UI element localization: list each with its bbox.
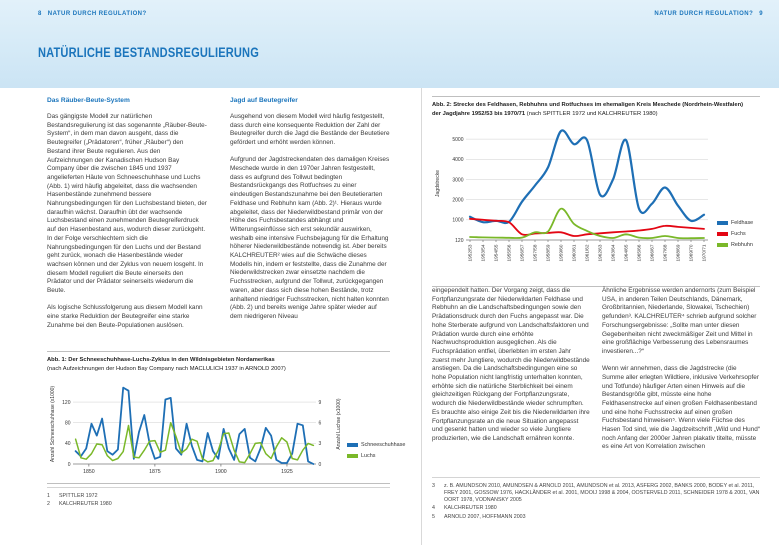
figure-2-legend — [717, 220, 753, 248]
footnote-text: z. B. AMUNDSON 2010, AMUNDSEN & ARNOLD 2011, AMUNDSON et al. 2013, ASFERG 2002, BANKS 2000, BODEY et al. 2011, FREY 2001, GOSSOW 1976, HACKLÄNDER et al. 2001, MOOIJ 1998 & 2004, OOSTERVELD 2011, SCHNEIDER 1978 & 2001, VAN OORT 1978, VODNANSKY 2005 — [444, 483, 760, 503]
svg-text:1969/70: 1969/70 — [688, 244, 694, 262]
svg-text:1961/62: 1961/62 — [584, 244, 590, 262]
figure-top-rule — [47, 351, 390, 352]
figure-1-legend — [347, 442, 405, 459]
footnote — [47, 493, 390, 500]
legend-label: Luchs — [361, 453, 376, 459]
svg-text:1963/64: 1963/64 — [610, 244, 616, 262]
footnote-number: 4 — [432, 505, 435, 512]
svg-text:1955/56: 1955/56 — [506, 244, 512, 262]
figure-1 — [47, 351, 406, 484]
footnote-text: SPITTLER 1972 — [59, 493, 98, 499]
page-title: NATÜRLICHE BESTANDSREGULIERUNG — [38, 45, 260, 60]
right-column-2 — [602, 287, 760, 461]
figure-2 — [432, 96, 760, 287]
legend-swatch — [717, 243, 728, 248]
footnote — [432, 483, 760, 504]
footnote-text: KALCHREUTER 1980 — [444, 505, 497, 512]
footnote-text: ARNOLD 2007, HOFFMANN 2003 — [444, 513, 526, 520]
svg-text:120: 120 — [62, 399, 71, 406]
footnotes-right — [432, 477, 760, 522]
footnotes-left — [47, 487, 390, 510]
svg-text:1900: 1900 — [215, 469, 227, 475]
legend-item-fuchs — [717, 231, 753, 237]
figure-2-caption-title: Abb. 2: Strecke des Feldhasen, Rebhuhns und Rotfuchses im ehemaligen Kreis Meschede (Nordrhein-Westfalen) — [432, 102, 744, 108]
svg-text:1959/60: 1959/60 — [558, 244, 564, 262]
svg-text:9: 9 — [318, 399, 322, 406]
legend-swatch — [717, 232, 728, 237]
svg-text:0: 0 — [318, 461, 322, 468]
page-number-left: 8 — [38, 11, 42, 17]
svg-text:3000: 3000 — [452, 177, 464, 184]
figure-2-caption — [432, 101, 760, 119]
svg-text:1925: 1925 — [281, 469, 293, 475]
svg-text:1968/69: 1968/69 — [675, 244, 681, 262]
left-page-columns — [47, 97, 390, 339]
footnote-number: 5 — [432, 513, 435, 520]
legend-swatch — [347, 454, 358, 459]
figure-2-caption-source: (nach SPITTLER 1972 und KALCHREUTER 1980) — [526, 111, 658, 117]
svg-text:Anzahl Schneeschuhhase (x1000): Anzahl Schneeschuhhase (x1000) — [50, 385, 56, 463]
svg-text:1966/67: 1966/67 — [649, 244, 655, 262]
footnote-text: KALCHREUTER 1980 — [59, 501, 112, 508]
svg-text:1952/53: 1952/53 — [467, 244, 473, 262]
running-header-right — [654, 11, 763, 17]
legend-item-feldhase — [717, 220, 753, 226]
footnote-number: 2 — [47, 501, 50, 508]
footnote — [432, 514, 760, 521]
figure-1-caption-title: Abb. 1: Der Schneeschuhhase-Luchs-Zyklus in den Wildnisgebieten Nordamerikas — [47, 357, 275, 363]
figure-2-chart-row — [432, 122, 760, 282]
svg-text:80: 80 — [64, 420, 71, 427]
footnote — [47, 501, 390, 508]
legend-item-schneeschuhhase — [347, 442, 405, 448]
body-paragraph: eingependelt hatten. Der Vorgang zeigt, dass die Fortpflanzungsrate der Niederwildarten Feldhase und Rebhuhn an die Landschaftsbedingungen sowie den Prädationsdruck durch den Fuchs angepasst war. Die hohe Sterberate aufgrund von Landschaftsfaktoren und Prädation wurde durch eine erhöhte Nachwuchsproduktion ausgeglichen. Als die Fuchsprädation entfiel, überlebten im ersten Jahr zuerst mehr Jungtiere, wodurch die Niederwildbestände anstiegen. Da die Landschaftsbedingungen eine so hohe Population nicht langfristig unterhalten konnten, erhöhte sich die natürliche Sterblichkeit bei einem gleichzeitigen Rückgang der Fortpflanzungsrate, wodurch die Niederwildbestände wieder schrumpften. Es brauchte also einige Zeit bis die Niederwildarten ihre Fortpflanzungsrate an die neue Situation angepasst und gesenkt hatten und wieder so viele Jungtiere produzierten, wie die Landschaft ernähren konnte. — [432, 287, 590, 442]
subheading-raeuber-beute-system: Das Räuber-Beute-System — [47, 97, 130, 104]
legend-label: Schneeschuhhase — [361, 442, 406, 448]
svg-text:0: 0 — [67, 461, 71, 468]
legend-label: Feldhase — [731, 220, 754, 226]
svg-text:1956/57: 1956/57 — [519, 244, 525, 262]
body-paragraph: Ähnliche Ergebnisse werden andernorts (zum Beispiel USA, in anderen Teilen Deutschlands, Dänemark, Großbritannien, Niederlande, Slowakei, Tschechien) gefunden³. KALCHREUTER⁴ schrieb aufgrund solcher Forschungsergebnisse: „Sollte man unter diesen Gegebenheiten nicht zweckmäßiger Zeit und Mittel in eine großflächige Verbesserung des Lebensraumes investieren...?“ — [602, 287, 757, 355]
section-title-right: NATUR DURCH REGULATION? — [654, 11, 754, 17]
figure-2-caption-line2: der Jagdjahre 1952/53 bis 1970/71 — [432, 111, 526, 117]
legend-label: Fuchs — [731, 231, 746, 237]
svg-text:Jagdstrecke: Jagdstrecke — [435, 170, 441, 197]
page-number-right: 9 — [759, 11, 763, 17]
svg-text:1875: 1875 — [149, 469, 161, 475]
figure-bottom-rule — [47, 483, 390, 484]
header-band — [0, 0, 779, 88]
svg-text:5000: 5000 — [452, 136, 464, 143]
body-paragraph: Ausgehend von diesem Modell wird häufig festgestellt, dass durch eine konsequente Reduktion der Zahl der Beutegreifer durch die Jagd die Bestände der Beutetiere gefördert und erhöht werden können. — [230, 113, 390, 147]
footnote — [432, 505, 760, 512]
footnote-rule — [432, 477, 760, 478]
svg-text:1970/71: 1970/71 — [701, 244, 707, 262]
legend-swatch — [717, 221, 728, 226]
svg-text:1958/59: 1958/59 — [545, 244, 551, 262]
figure-1-caption-source: (nach Aufzeichnungen der Hudson Bay Company nach MACLULICH 1937 in ARNOLD 2007) — [47, 366, 286, 372]
body-paragraph: Das gängigste Modell zur natürlichen Bestandsregulierung ist das sogenannte „Räuber-Beute-System“, in dem man davon ausgeht, dass die Beutegreifer („Prädatoren“, früher „Räuber“) den Bestand ihrer Beute regulieren. Aus den Aufzeichnungen der Kanadischen Hudson Bay Company über die zwischen 1845 und 1937 angelieferten Häute von Schneeschuhhase und Luchs (Abb. 1) wird häufig abgeleitet, dass die wachsenden Hasenbestände zunehmend bessere Nahrungsbedingungen für den Luchsbestand bieten, der daraufhin wächst. Daraufhin übt der wachsende Luchsbestand einen zunehmenden Beutegreiferdruck auf den Hasenbestand aus, wodurch dieser zurückgeht. In der Folge verschlechtern sich die Nahrungsbedingungen für den Luchs und der Bestand geht zurück, wonach die Hasenbestände wieder wachsen können und der Zyklus von neuem losgeht. In diesem Modell reguliert die Beute einerseits den Prädator und der Prädator seinerseits wiederum die Beute. — [47, 113, 207, 295]
footnote-rule — [47, 487, 390, 488]
body-paragraph: Aufgrund der Jagdstreckendaten des damaligen Kreises Meschede wurde in den 1970er Jahren festgestellt, dass es aufgrund des Tollwut bedingten Bestandsrückgangs des Rotfuchses zu einer eindeutigen Bestandszunahme bei den Beutetierarten Feldhase und Rebhuhn kam (Abb. 2)¹. Hieraus wurde abgeleitet, dass der Niederwildbestand primär von der Höhe des Fuchsbestandes abhängt und Witterungseinflüsse sich erst sekundär auswirken, weshalb eine intensive Fuchsbejagung für die Erhaltung höherer Niederwildbestände notwendig ist. Aber bereits KALCHREUTER² wies auf die Schwäche dieses Modells hin, indem er feststellte, dass die Zunahme der Niederwildstrecken zwar einsetzte nachdem die Fuchsstrecken, aufgrund der Tollwut, zurückgegangen waren, aber dass sich diese hohen Bestände, trotz anhaltend niedriger Fuchsstrecken, nicht halten konnten (Abb. 2) und bereits wenige Jahre später wieder auf dem niedrigeren Niveau — [230, 156, 390, 320]
spread-divider — [421, 88, 422, 545]
legend-item-luchs — [347, 453, 405, 459]
svg-text:6: 6 — [318, 420, 322, 427]
body-paragraph: Als logische Schlussfolgerung aus diesem Modell kann eine starke Reduktion der Beutegreifer eine starke Zunahme bei den Beute-Populationen auslösen. — [47, 304, 203, 329]
footnote-number: 3 — [432, 483, 435, 489]
figure-1-chart-row — [47, 377, 406, 479]
svg-text:1850: 1850 — [83, 469, 95, 475]
svg-text:4000: 4000 — [452, 157, 464, 164]
svg-text:1953/54: 1953/54 — [480, 244, 486, 262]
section-title-left: NATUR DURCH REGULATION? — [47, 11, 147, 17]
figure-top-rule — [432, 96, 760, 97]
legend-label: Rebhuhn — [731, 242, 753, 248]
running-headers — [38, 11, 763, 17]
svg-text:1954/55: 1954/55 — [493, 244, 499, 262]
svg-text:1957/58: 1957/58 — [532, 244, 538, 262]
svg-text:Anzahl Luchse (x1000): Anzahl Luchse (x1000) — [336, 398, 342, 450]
right-page-columns — [432, 287, 760, 461]
svg-text:40: 40 — [64, 441, 71, 448]
svg-text:1962/63: 1962/63 — [597, 244, 603, 262]
figure-1-caption — [47, 356, 390, 374]
svg-text:3: 3 — [318, 441, 322, 448]
svg-text:1960/61: 1960/61 — [571, 244, 577, 262]
legend-item-rebhuhn — [717, 242, 753, 248]
hunting-bag-chart — [432, 122, 713, 282]
hare-lynx-chart — [47, 377, 343, 479]
svg-text:1964/65: 1964/65 — [623, 244, 629, 262]
legend-swatch — [347, 443, 358, 448]
footnote-number: 1 — [47, 493, 50, 499]
svg-text:2000: 2000 — [452, 197, 464, 204]
svg-text:1965/66: 1965/66 — [636, 244, 642, 262]
right-column-1 — [432, 287, 590, 461]
left-column-2 — [230, 97, 390, 339]
svg-text:120: 120 — [455, 237, 464, 244]
body-paragraph: Wenn wir annehmen, dass die Jagdstrecke (die Summe aller erlegten Wildtiere, inklusive Verkehrsopfer und Totfunde) häufiger Arten einen Hinweis auf die Bestandsgröße gibt, müsste eine hohe Feldhasenstrecke auf einen großen Feldhasenbestand und eine hohe Fuchsstrecke auf einen großen Fuchsbestand hinweisen⁵. Wenn viele Füchse des Hasen Tod sind, wie die Jagdzeitschrift „Wild und Hund“ noch Anfang der 2000er Jahren plakativ titelte, müsste es eine Art von Korrelation zwischen — [602, 365, 760, 451]
left-column-1 — [47, 97, 207, 339]
running-header-left — [38, 11, 147, 17]
svg-text:1000: 1000 — [452, 217, 464, 224]
svg-text:1967/68: 1967/68 — [662, 244, 668, 262]
subheading-jagd-auf-beutegreifer: Jagd auf Beutegreifer — [230, 97, 298, 104]
